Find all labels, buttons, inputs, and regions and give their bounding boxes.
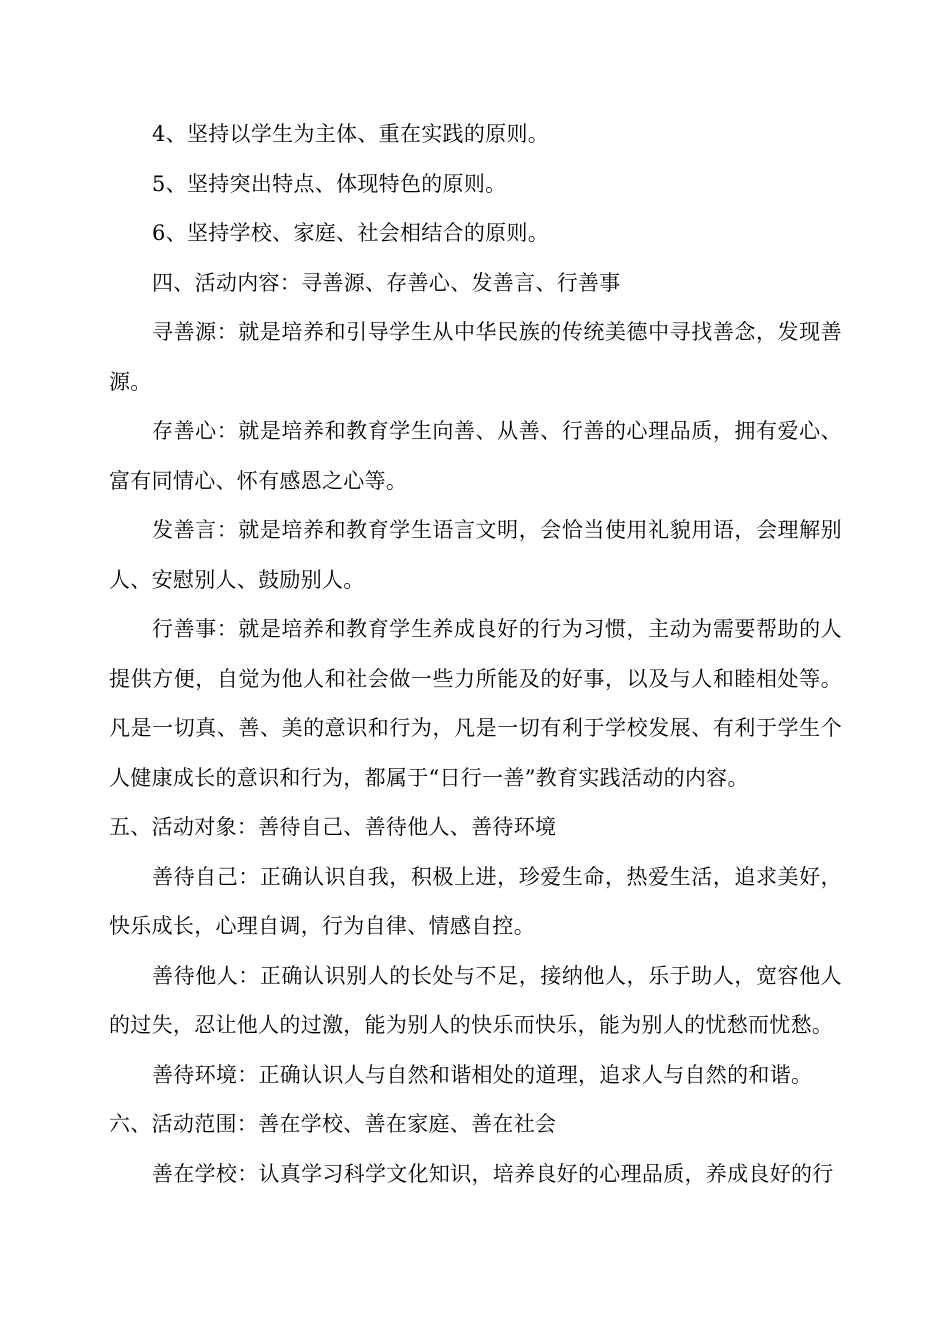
principle-4: 4、坚持以学生为主体、重在实践的原则。: [152, 122, 550, 146]
paragraph-keep-goodness: 存善心：就是培养和教育学生向善、从善、行善的心理品质，拥有爱心、富有同情心、怀有感恩之心等。: [109, 419, 842, 493]
paragraph-good-at-school: 善在学校：认真学习科学文化知识，培养良好的心理品质，养成良好的行: [152, 1161, 834, 1186]
paragraph-seek-goodness: 寻善源：就是培养和引导学生从中华民族的传统美德中寻找善念，发现善源。: [109, 320, 842, 394]
paragraph-treat-others: 善待他人：正确认识别人的长处与不足，接纳他人，乐于助人，宽容他人的过失，忍让他人的过激，能为别人的快乐而快乐，能为别人的忧愁而忧愁。: [109, 963, 842, 1037]
paragraph-treat-self: 善待自己：正确认识自我，积极上进，珍爱生命，热爱生活，追求美好，快乐成长，心理自调，行为自律、情感自控。: [109, 864, 842, 938]
principle-6: 6、坚持学校、家庭、社会相结合的原则。: [152, 221, 550, 245]
paragraph-treat-environment: 善待环境：正确认识人与自然和谐相处的道理，追求人与自然的和谐。: [152, 1062, 813, 1087]
section-heading-activity-scope: 六、活动范围：善在学校、善在家庭、善在社会: [109, 1112, 557, 1136]
section-heading-activity-content: 四、活动内容：寻善源、存善心、发善言、行善事: [152, 270, 621, 295]
paragraph-speak-goodness: 发善言：就是培养和教育学生语言文明，会恰当使用礼貌用语，会理解别人、安慰别人、鼓励别人。: [109, 518, 842, 592]
paragraph-do-good-deeds: 行善事：就是培养和教育学生养成良好的行为习惯，主动为需要帮助的人提供方便，自觉为他人和社会做一些力所能及的好事，以及与人和睦相处等。凡是一切真、善、美的意识和行为，凡是一切有利于学校发展、有利于学生个人健康成长的意识和行为，都属于“日行一善”教育实践活动的内容。: [109, 617, 842, 790]
document-body: [109, 110, 842, 1199]
section-heading-activity-targets: 五、活动对象：善待自己、善待他人、善待环境: [109, 815, 557, 839]
principle-5: 5、坚持突出特点、体现特色的原则。: [152, 171, 507, 196]
